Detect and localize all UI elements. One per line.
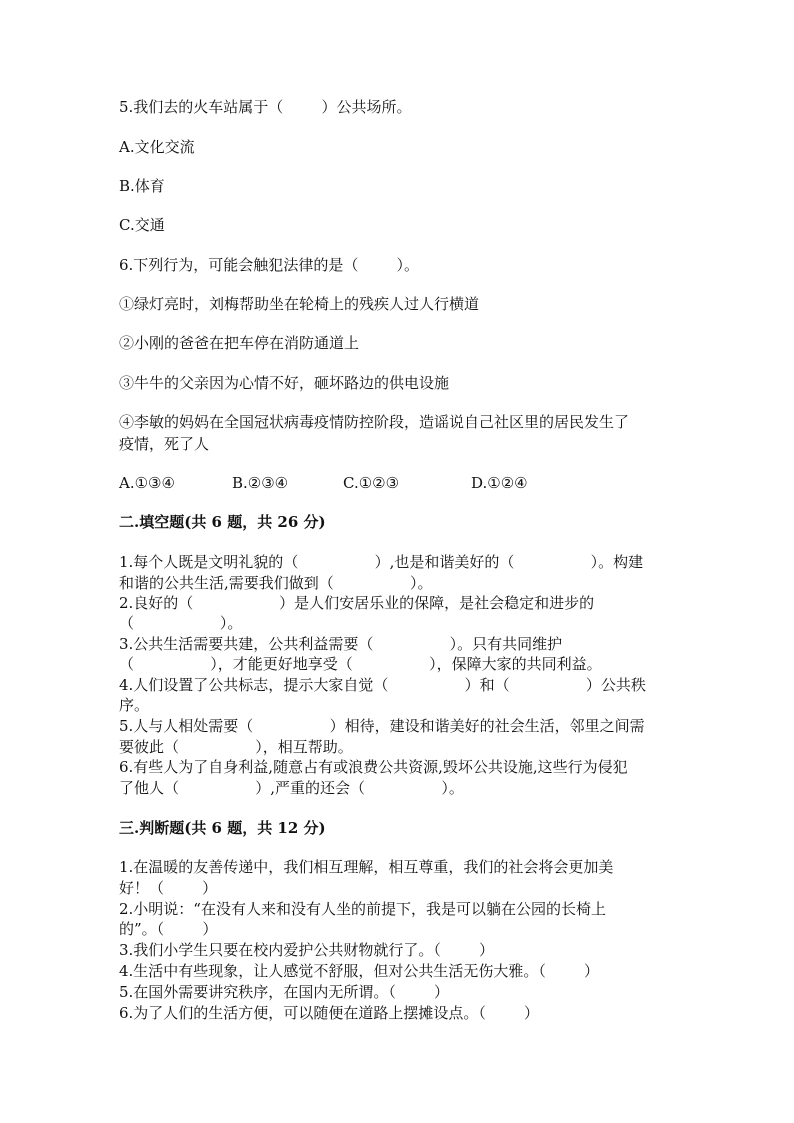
judge-line: 3.我们小学生只要在校内爱护公共财物就行了。（ ） — [119, 941, 494, 959]
q6-option-b: B.②③④ — [232, 474, 289, 492]
q6-item-4-cont: 疫情，死了人 — [119, 435, 210, 453]
fill-line: 3.公共生活需要共建，公共利益需要（ ）。只有共同维护 — [119, 635, 563, 653]
q6-item-4: ④李敏的妈妈在全国冠状病毒疫情防控阶段，造谣说自己社区里的居民发生了 — [119, 413, 630, 431]
q6-option-c: C.①②③ — [343, 474, 400, 492]
q5-option-a: A.文化交流 — [119, 138, 195, 156]
judge-line: 2.小明说：“在没有人来和没有人坐的前提下，我是可以躺在公园的长椅上 — [119, 900, 606, 918]
fill-line: 和谐的公共生活,需要我们做到（ ）。 — [119, 574, 433, 592]
judge-line: 1.在温暖的友善传递中，我们相互理解，相互尊重，我们的社会将会更加美 — [119, 858, 614, 876]
fill-line: 要彼此（ ），相互帮助。 — [119, 738, 353, 756]
fill-line: 5.人与人相处需要（ ）相待，建设和谐美好的社会生活，邻里之间需 — [119, 717, 645, 735]
q6-item-2: ②小刚的爸爸在把车停在消防通道上 — [119, 334, 360, 352]
fill-line: 序。 — [119, 696, 150, 714]
q6-option-a: A.①③④ — [119, 474, 175, 492]
q5-option-b: B.体育 — [119, 177, 165, 195]
q6-item-3: ③牛牛的父亲因为心情不好，砸坏路边的供电设施 — [119, 374, 450, 392]
fill-line: 1.每个人既是文明礼貌的（ ）,也是和谐美好的（ ）。构建 — [119, 553, 644, 571]
judge-line: 好！（ ） — [119, 879, 218, 897]
fill-section-heading: 二.填空题(共 6 题，共 26 分) — [119, 513, 326, 531]
fill-line: （ ），才能更好地享受（ ），保障大家的共同利益。 — [119, 655, 602, 673]
q5-option-c: C.交通 — [119, 216, 165, 234]
judge-line: 4.生活中有些现象，让人感觉不舒服，但对公共生活无伤大雅。（ ） — [119, 962, 599, 980]
q6-option-d: D.①②④ — [471, 474, 528, 492]
fill-line: 4.人们设置了公共标志，提示大家自觉（ ）和（ ）公共秩 — [119, 676, 646, 694]
q5-stem: 5.我们去的火车站属于（ ）公共场所。 — [119, 98, 412, 116]
fill-line: 6.有些人为了自身利益,随意占有或浪费公共资源,毁坏公共设施,这些行为侵犯 — [119, 758, 628, 776]
fill-line: （ ）。 — [119, 614, 243, 632]
judge-line: 6.为了人们的生活方便，可以随便在道路上摆摊设点。（ ） — [119, 1004, 539, 1022]
judge-section-heading: 三.判断题(共 6 题，共 12 分) — [119, 819, 326, 837]
judge-line: 的”。（ ） — [119, 920, 218, 938]
q6-item-1: ①绿灯亮时，刘梅帮助坐在轮椅上的残疾人过人行横道 — [119, 295, 480, 313]
judge-line: 5.在国外需要讲究秩序，在国内无所谓。（ ） — [119, 983, 449, 1001]
fill-line: 2.良好的（ ）是人们安居乐业的保障，是社会稳定和进步的 — [119, 594, 595, 612]
fill-line: 了他人（ ）,严重的还会（ ）。 — [119, 779, 464, 797]
q6-stem: 6.下列行为，可能会触犯法律的是（ ）。 — [119, 256, 419, 274]
